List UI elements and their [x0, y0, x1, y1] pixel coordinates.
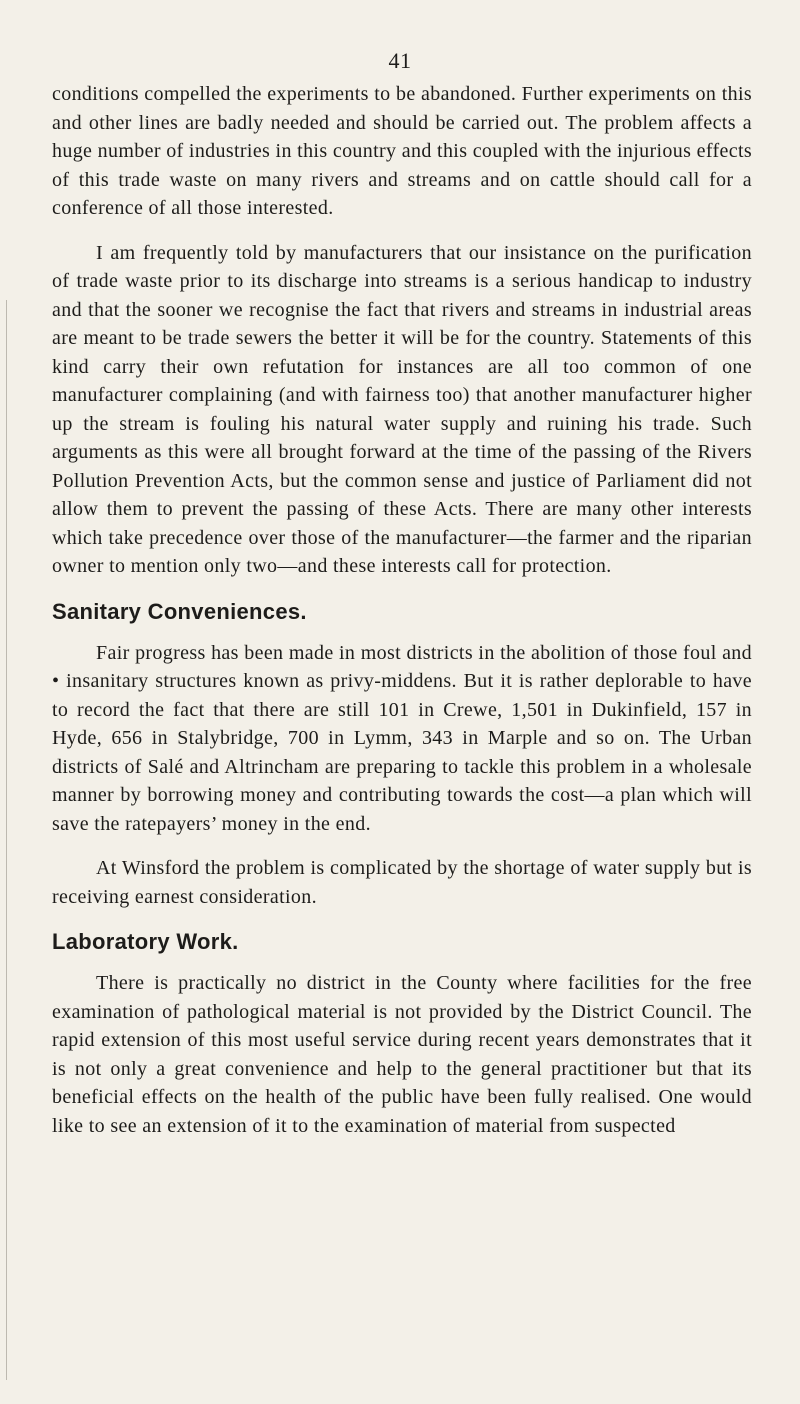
page-number: 41 [388, 48, 412, 73]
heading-laboratory-work: Laboratory Work. [52, 929, 239, 954]
paragraph-continuation: conditions compelled the experiments to be abandoned. Further experiments on this and other lines are badly needed and should be carried out. The problem affects a huge number of industries in this country and this coupled with the injurious effects of this trade waste on many rivers and streams and on cattle should call for a conference of all those interested. [52, 83, 752, 219]
paragraph-laboratory: There is practically no district in the County where facilities for the free examination of pathological material is not provided by the District Council. The rapid extension of this most useful service during recent years demonstrates that it is not only a great convenience and help to the general practitioner but that its beneficial effects on the health of the public have been fully realised. One would like to see an extension of it to the examination of material from suspected [52, 972, 752, 1137]
page-body [52, 80, 752, 1156]
scan-margin-line [6, 300, 7, 1380]
paragraph-manufacturers: I am frequently told by manufacturers that our insistance on the purification of trade waste prior to its discharge into streams is a serious handicap to industry and that the sooner we recognise the fact that rivers and streams in industrial areas are meant to be trade sewers the better it will be for the country. Statements of this kind carry their own refutation for instances are all too common of one manufacturer complaining (and with fairness too) that another manufacturer higher up the stream is fouling his natural water supply and ruining his trade. Such arguments as this were all brought forward at the time of the passing of the Rivers Pollution Prevention Acts, but the common sense and justice of Parliament did not allow them to prevent the passing of these Acts. There are many other interests which take precedence over those of the manufacturer—the farmer and the riparian owner to mention only two—and these interests call for protection. [52, 241, 752, 577]
paragraph-winsford: At Winsford the problem is complicated by the shortage of water supply but is receiving earnest consideration. [52, 857, 752, 908]
paragraph-privy-middens: Fair progress has been made in most districts in the abolition of those foul and • insanitary structures known as privy-middens. But it is rather deplorable to have to record the fact that there are still 101 in Crewe, 1,501 in Dukinfield, 157 in Hyde, 656 in Stalybridge, 700 in Lymm, 343 in Marple and so on. The Urban districts of Salé and Altrincham are preparing to tackle this problem in a wholesale manner by borrowing money and contributing towards the cost—a plan which will save the ratepayers’ money in the end. [52, 641, 752, 835]
heading-sanitary-conveniences: Sanitary Conveniences. [52, 598, 307, 624]
